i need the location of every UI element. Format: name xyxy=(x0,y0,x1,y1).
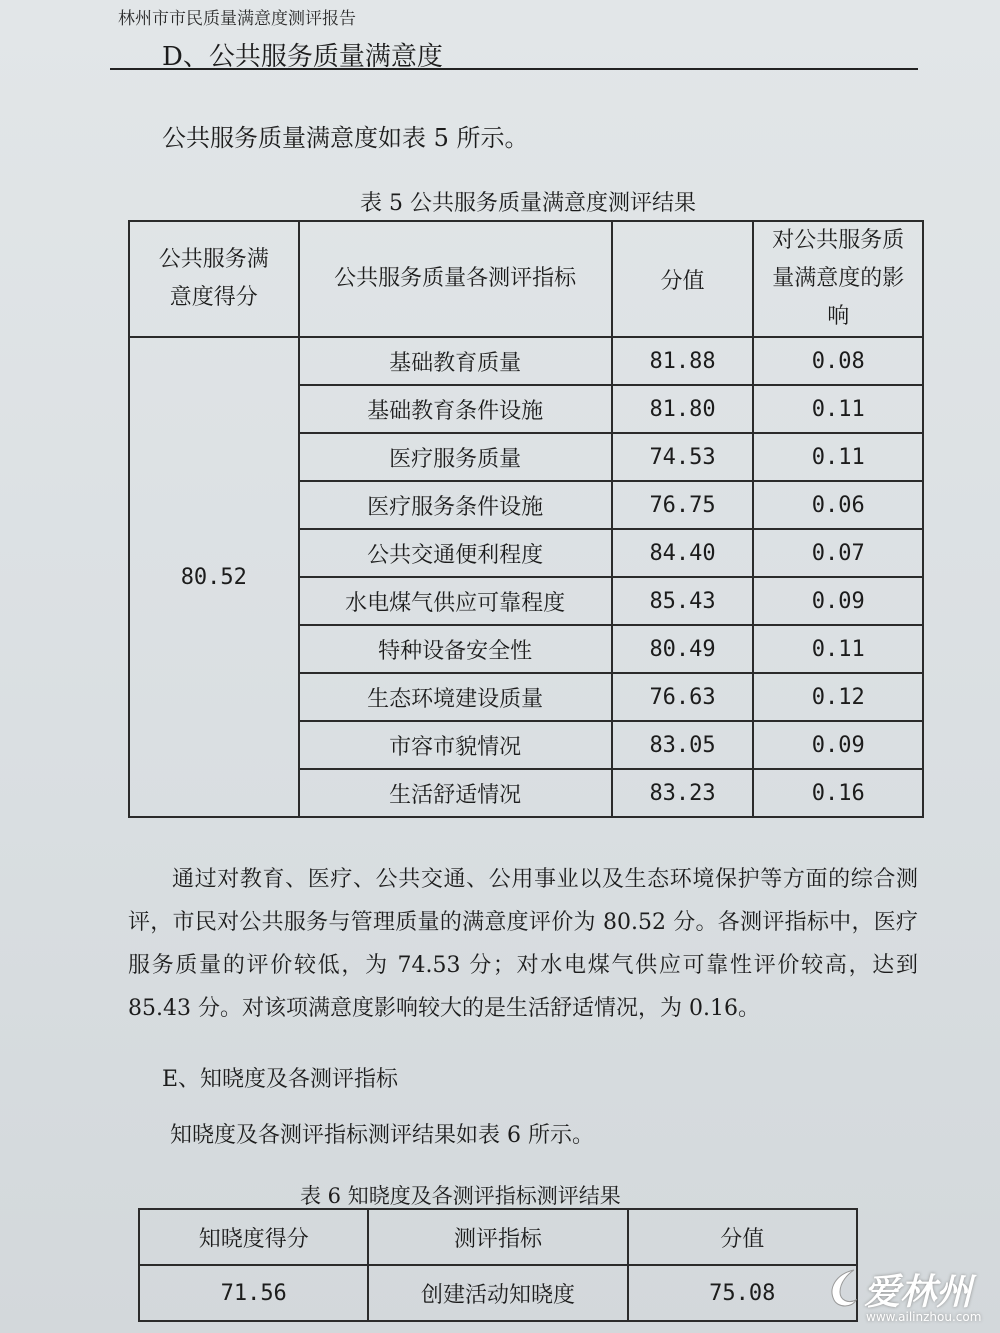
table5-indicator: 水电煤气供应可靠程度 xyxy=(299,577,612,625)
table5-score: 81.88 xyxy=(612,337,754,385)
table5-score: 85.43 xyxy=(612,577,754,625)
table5-impact: 0.08 xyxy=(753,337,923,385)
table5-score: 83.05 xyxy=(612,721,754,769)
table-row xyxy=(129,337,923,385)
table5-impact: 0.11 xyxy=(753,433,923,481)
watermark-text: 爱林州 xyxy=(864,1271,973,1313)
table6 xyxy=(138,1208,858,1322)
table6-caption: 表 6 知晓度及各测评指标测评结果 xyxy=(300,1184,621,1208)
table5-header-indicator: 公共服务质量各测评指标 xyxy=(299,221,612,337)
watermark-url: www.ailinzhou.com xyxy=(866,1310,982,1324)
table5-header-row xyxy=(129,221,923,337)
table5-indicator: 基础教育质量 xyxy=(299,337,612,385)
table5-impact: 0.16 xyxy=(753,769,923,817)
table5-impact: 0.12 xyxy=(753,673,923,721)
table5-indicator: 医疗服务条件设施 xyxy=(299,481,612,529)
table6-awareness-score: 71.56 xyxy=(139,1265,368,1321)
section-d-title: D、公共服务质量满意度 xyxy=(162,42,443,72)
table5-header-impact: 对公共服务质量满意度的影响 xyxy=(753,221,923,337)
table5-score: 76.75 xyxy=(612,481,754,529)
table5-header-score: 分值 xyxy=(612,221,754,337)
table5-impact: 0.07 xyxy=(753,529,923,577)
table5-overall-score: 80.52 xyxy=(129,337,299,817)
table5-indicator: 生活舒适情况 xyxy=(299,769,612,817)
table5-score: 74.53 xyxy=(612,433,754,481)
table6-indicator: 创建活动知晓度 xyxy=(368,1265,627,1321)
section-e-title: E、知晓度及各测评指标 xyxy=(162,1067,399,1092)
table5-impact: 0.11 xyxy=(753,625,923,673)
table5-indicator: 特种设备安全性 xyxy=(299,625,612,673)
table6-header-row xyxy=(139,1209,857,1265)
section-d-intro: 公共服务质量满意度如表 5 所示。 xyxy=(162,124,529,152)
table6-header-score: 分值 xyxy=(628,1209,857,1265)
table5-indicator: 医疗服务质量 xyxy=(299,433,612,481)
table5 xyxy=(128,220,924,818)
table5-impact: 0.06 xyxy=(753,481,923,529)
section-e-intro: 知晓度及各测评指标测评结果如表 6 所示。 xyxy=(170,1123,594,1148)
table5-indicator: 公共交通便利程度 xyxy=(299,529,612,577)
table5-score: 84.40 xyxy=(612,529,754,577)
swirl-logo-icon xyxy=(826,1266,860,1310)
table5-impact: 0.09 xyxy=(753,721,923,769)
table6-header-indicator: 测评指标 xyxy=(368,1209,627,1265)
table5-score: 81.80 xyxy=(612,385,754,433)
table5-header-overall: 公共服务满意度得分 xyxy=(129,221,299,337)
table6-header-awareness: 知晓度得分 xyxy=(139,1209,368,1265)
table5-score: 76.63 xyxy=(612,673,754,721)
running-head: 林州市市民质量满意度测评报告 xyxy=(118,9,356,29)
table5-indicator: 市容市貌情况 xyxy=(299,721,612,769)
table5-caption: 表 5 公共服务质量满意度测评结果 xyxy=(360,191,696,216)
table5-impact: 0.09 xyxy=(753,577,923,625)
table5-score: 83.23 xyxy=(612,769,754,817)
table5-impact: 0.11 xyxy=(753,385,923,433)
summary-paragraph: 通过对教育、医疗、公共交通、公用事业以及生态环境保护等方面的综合测评，市民对公共服务与管理质量的满意度评价为 80.52 分。各测评指标中，医疗服务质量的评价较低，为 74.53 分；对水电煤气供应可靠性评价较高，达到 85.43 分。对该项满意度影响较大的是生活舒适情况，为 0.16。 xyxy=(128,867,918,1021)
table5-score: 80.49 xyxy=(612,625,754,673)
table5-indicator: 基础教育条件设施 xyxy=(299,385,612,433)
table5-indicator: 生态环境建设质量 xyxy=(299,673,612,721)
table6-score: 75.08 xyxy=(628,1265,857,1321)
table-row xyxy=(139,1265,857,1321)
watermark xyxy=(826,1262,996,1328)
